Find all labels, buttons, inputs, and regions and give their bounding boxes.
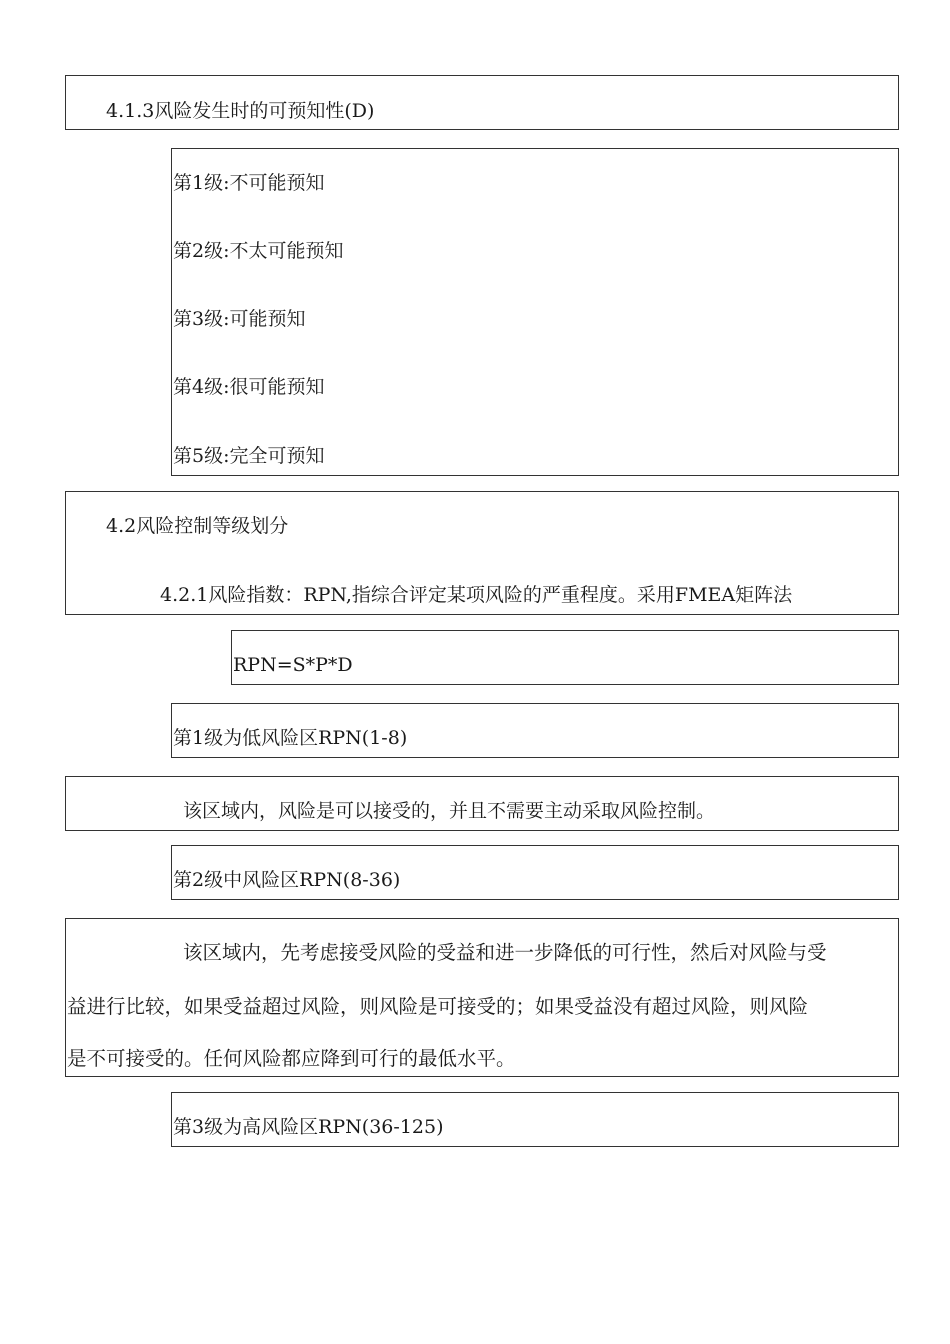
- mid-zone-desc-line-3: 是不可接受的。任何风险都应降到可行的最低水平。: [67, 1047, 516, 1070]
- high-zone-title: 第3级为高风险区RPN(36-125): [173, 1116, 444, 1138]
- rpn-formula: RPN=S*P*D: [233, 654, 353, 676]
- level-d-3: 第3级:可能预知: [173, 308, 306, 330]
- level-d-1: 第1级:不可能预知: [173, 172, 325, 194]
- mid-zone-desc-line-1: 该区域内，先考虑接受风险的受益和进一步降低的可行性，然后对风险与受: [183, 941, 827, 964]
- level-d-4: 第4级:很可能预知: [173, 376, 325, 398]
- section-421-text: 4.2.1风险指数：RPN,指综合评定某项风险的严重程度。采用FMEA矩阵法: [160, 584, 793, 606]
- low-zone-title: 第1级为低风险区RPN(1-8): [173, 727, 408, 749]
- level-d-5: 第5级:完全可预知: [173, 445, 325, 467]
- section-413-heading: 4.1.3风险发生时的可预知性(D): [106, 100, 375, 122]
- level-d-2: 第2级:不太可能预知: [173, 240, 344, 262]
- low-zone-desc: 该区域内，风险是可以接受的，并且不需要主动采取风险控制。: [183, 800, 716, 822]
- mid-zone-desc-line-2: 益进行比较，如果受益超过风险，则风险是可接受的；如果受益没有超过风险，则风险: [67, 995, 809, 1018]
- mid-zone-title: 第2级中风险区RPN(8-36): [173, 869, 401, 891]
- section-42-heading: 4.2风险控制等级划分: [106, 515, 289, 537]
